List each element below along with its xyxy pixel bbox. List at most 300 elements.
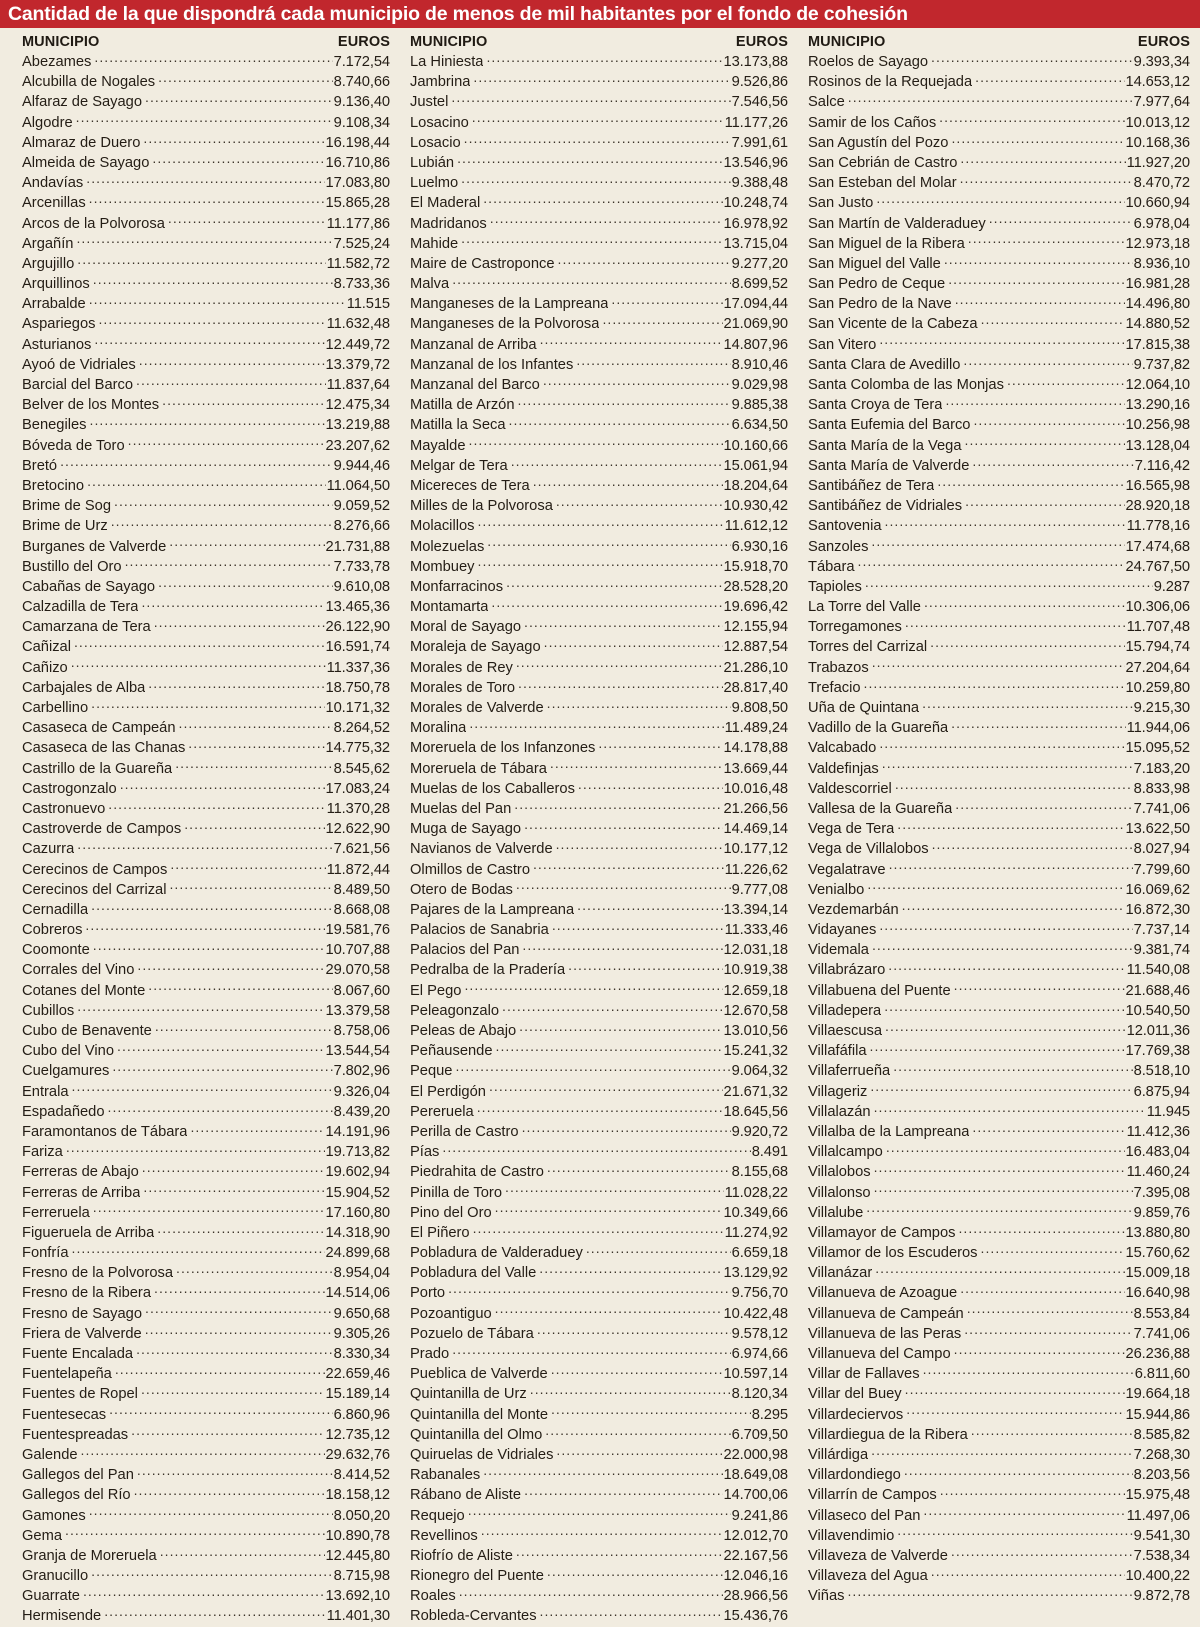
table-row: [808, 395, 1190, 415]
euros-value: 9.215,30: [1133, 700, 1190, 716]
municipality-name: Carbellino: [22, 700, 89, 716]
municipality-name: Moreruela de Tábara: [410, 760, 547, 777]
euros-value: 12.449,72: [325, 336, 390, 353]
dot-leader: [77, 839, 332, 853]
euros-value: 11.837,64: [326, 377, 390, 393]
table-row: [808, 1566, 1190, 1586]
table-row: [808, 314, 1190, 334]
municipality-name: Fuentes de Ropel: [22, 1386, 138, 1403]
dot-leader: [924, 597, 1125, 611]
table-row: [410, 1506, 788, 1526]
municipality-name: Otero de Bodas: [410, 881, 513, 898]
dot-leader: [875, 1263, 1124, 1277]
euros-value: 11.064,50: [326, 477, 390, 494]
euros-value: 12.031,18: [723, 942, 788, 959]
municipality-name: Vidayanes: [808, 922, 877, 939]
table-row: [22, 1223, 390, 1243]
municipality-name: Ferreras de Arriba: [22, 1184, 141, 1201]
euros-value: 15.061,94: [723, 457, 788, 474]
municipality-name: Aspariegos: [22, 316, 96, 333]
table-row: [808, 637, 1190, 657]
municipality-name: Villaveza del Agua: [808, 1568, 928, 1585]
table-row: [22, 799, 390, 819]
municipality-name: Hermisende: [22, 1608, 102, 1625]
dot-leader: [540, 335, 723, 349]
euros-value: 9.108,34: [333, 114, 390, 131]
table-row: [22, 920, 390, 940]
dot-leader: [558, 254, 731, 268]
dot-leader: [944, 254, 1133, 268]
table-row: [22, 1566, 390, 1586]
municipality-name: Vallesa de la Guareña: [808, 800, 953, 817]
municipality-name: Pedralba de la Pradería: [410, 962, 566, 979]
dot-leader: [108, 799, 325, 813]
dot-leader: [139, 355, 325, 369]
dot-leader: [922, 698, 1133, 712]
table-row: [410, 617, 788, 637]
table-row: [22, 234, 390, 254]
municipality-name: San Pedro de Ceque: [808, 276, 946, 293]
table-row: [22, 516, 390, 536]
euros-value: 8.276,66: [333, 518, 390, 535]
table-row: [808, 1001, 1190, 1021]
dot-leader: [483, 193, 722, 207]
municipality-name: La Hiniesta: [410, 54, 484, 70]
euros-value: 8.954,04: [333, 1265, 390, 1282]
dot-leader: [893, 1061, 1132, 1075]
dot-leader: [960, 173, 1133, 187]
table-row: [22, 940, 390, 960]
euros-value: 9.541,30: [1133, 1527, 1190, 1544]
municipality-name: Manzanal de los Infantes: [410, 356, 574, 373]
euros-value: 14.514,06: [325, 1285, 390, 1302]
euros-value: 13.379,58: [325, 1002, 390, 1019]
municipality-name: Cañizo: [22, 659, 68, 676]
table-row: [410, 1485, 788, 1505]
municipality-name: Torregamones: [808, 619, 902, 636]
euros-value: 11.632,48: [326, 316, 390, 333]
dot-leader: [533, 860, 724, 874]
municipality-name: Argañín: [22, 235, 74, 252]
table-row: [808, 1425, 1190, 1445]
table-row: [22, 1041, 390, 1061]
euros-value: 19.581,76: [325, 922, 390, 939]
municipality-name: Manganeses de la Lampreana: [410, 296, 609, 313]
municipality-name: Rábano de Aliste: [410, 1487, 522, 1504]
table-row: [808, 1082, 1190, 1102]
municipality-name: Arrabalde: [22, 296, 86, 313]
dot-leader: [967, 1304, 1133, 1318]
euros-value: 23.207,62: [325, 437, 390, 454]
euros-value: 21.671,32: [723, 1083, 788, 1100]
euros-value: 15.436,76: [723, 1608, 788, 1625]
dot-leader: [154, 617, 325, 631]
table-row: [808, 436, 1190, 456]
euros-value: 9.920,72: [731, 1123, 788, 1140]
euros-value: 21.731,88: [325, 538, 390, 555]
dot-leader: [905, 1384, 1125, 1398]
table-row: [410, 658, 788, 678]
municipality-name: Villalba de la Lampreana: [808, 1123, 970, 1140]
dot-leader: [93, 1203, 325, 1217]
dot-leader: [931, 52, 1133, 66]
dot-leader: [109, 1405, 333, 1419]
euros-value: 16.981,28: [1125, 276, 1190, 293]
euros-value: 14.775,32: [325, 740, 390, 757]
euros-value: 15.918,70: [723, 558, 788, 575]
municipality-name: Maire de Castroponce: [410, 255, 555, 272]
euros-value: 7.538,34: [1133, 1547, 1190, 1564]
table-row: [22, 214, 390, 234]
municipality-name: Villanueva de Azoague: [808, 1285, 958, 1302]
dot-leader: [478, 557, 723, 571]
table-row: [808, 1041, 1190, 1061]
municipality-name: Micereces de Tera: [410, 477, 530, 494]
municipality-name: Castrogonzalo: [22, 780, 117, 797]
euros-value: 11.497,06: [1126, 1507, 1190, 1524]
municipality-name: Mombuey: [410, 558, 475, 575]
table-row: [22, 173, 390, 193]
table-row: [410, 1566, 788, 1586]
dot-leader: [496, 1041, 723, 1055]
municipality-name: Morales de Toro: [410, 679, 516, 696]
municipality-name: Muga de Sayago: [410, 821, 522, 838]
dot-leader: [506, 577, 722, 591]
municipality-name: Pobladura del Valle: [410, 1265, 537, 1282]
municipality-name: Casaseca de Campeán: [22, 720, 176, 737]
dot-leader: [965, 496, 1124, 510]
table-row: [22, 395, 390, 415]
municipality-name: Valcabado: [808, 740, 877, 757]
dot-leader: [89, 1506, 333, 1520]
table-row: [410, 436, 788, 456]
table-row: [410, 516, 788, 536]
dot-leader: [452, 274, 730, 288]
dot-leader: [544, 637, 723, 651]
euros-value: 8.330,34: [333, 1346, 390, 1362]
dot-leader: [502, 1001, 723, 1015]
table-row: [22, 1364, 390, 1384]
euros-value: 8.470,72: [1133, 175, 1190, 192]
dot-leader: [1007, 375, 1125, 389]
table-row: [22, 738, 390, 758]
dot-leader: [94, 52, 332, 66]
municipality-name: Casaseca de las Chanas: [22, 740, 186, 757]
dot-leader: [960, 1283, 1124, 1297]
municipality-name: Villalonso: [808, 1184, 871, 1201]
table-row: [808, 335, 1190, 355]
table-row: [808, 1445, 1190, 1465]
dot-leader: [981, 1243, 1125, 1257]
dot-leader: [870, 1082, 1132, 1096]
table-row: [410, 1021, 788, 1041]
table-row: [808, 678, 1190, 698]
municipality-name: Peleagonzalo: [410, 1002, 500, 1019]
euros-value: 8.715,98: [333, 1568, 390, 1585]
dot-leader: [902, 900, 1125, 914]
municipality-name: Villabuena del Puente: [808, 982, 951, 999]
euros-value: 12.011,36: [1126, 1023, 1190, 1039]
column-header: [410, 34, 788, 52]
table-row: [410, 1223, 788, 1243]
euros-value: 9.944,46: [333, 457, 390, 474]
table-row: [22, 839, 390, 859]
municipality-name: Calzadilla de Tera: [22, 599, 139, 616]
euros-value: 22.167,56: [723, 1547, 788, 1564]
municipality-name: Samir de los Caños: [808, 114, 937, 131]
dot-leader: [888, 960, 1125, 974]
table-row: [410, 738, 788, 758]
euros-value: 15.794,74: [1125, 639, 1190, 656]
table-row: [22, 860, 390, 880]
table-row: [410, 557, 788, 577]
municipality-name: Santa Croya de Tera: [808, 397, 943, 414]
table-row: [22, 355, 390, 375]
euros-value: 8.740,66: [333, 74, 390, 91]
euros-value: 7.116,42: [1134, 457, 1190, 474]
municipality-name: San Vicente de la Cabeza: [808, 316, 978, 333]
dot-leader: [518, 678, 723, 692]
euros-value: 6.974,66: [731, 1346, 788, 1362]
municipality-name: Fuentesecas: [22, 1406, 107, 1423]
dot-leader: [459, 1586, 723, 1600]
municipality-name: Moreruela de los Infanzones: [410, 740, 596, 757]
table-row: [22, 113, 390, 133]
municipality-name: Cuelgamures: [22, 1063, 110, 1080]
table-row: [808, 1546, 1190, 1566]
euros-value: 11.582,72: [326, 255, 390, 272]
municipality-name: Gamones: [22, 1507, 86, 1524]
dot-leader: [556, 839, 723, 853]
table-row: [808, 72, 1190, 92]
municipality-name: Santibáñez de Tera: [808, 477, 935, 494]
dot-leader: [469, 436, 723, 450]
euros-value: 8.518,10: [1133, 1063, 1190, 1080]
euros-value: 8.264,52: [333, 720, 390, 737]
euros-value: 8.668,08: [333, 901, 390, 918]
euros-value: 13.622,50: [1125, 821, 1190, 838]
euros-value: 13.692,10: [325, 1588, 390, 1605]
dot-leader: [932, 839, 1133, 853]
municipality-name: Friera de Valverde: [22, 1325, 142, 1342]
municipality-name: Arcenillas: [22, 195, 86, 212]
municipality-name: San Vitero: [808, 336, 877, 353]
euros-value: 7.977,64: [1133, 94, 1190, 111]
dot-leader: [91, 900, 332, 914]
euros-value: 28.966,56: [723, 1588, 788, 1605]
dot-leader: [495, 1203, 723, 1217]
table-row: [808, 1344, 1190, 1364]
euros-value: 9.885,38: [731, 397, 788, 414]
municipality-name: Quintanilla del Olmo: [410, 1426, 543, 1443]
euros-value: 13.715,04: [723, 235, 788, 252]
table-row: [410, 395, 788, 415]
euros-value: 12.622,90: [325, 821, 390, 838]
municipality-name: Granja de Moreruela: [22, 1547, 157, 1564]
municipality-name: Fuentelapeña: [22, 1366, 112, 1383]
dot-leader: [455, 1061, 730, 1075]
euros-value: 21.688,46: [1125, 982, 1190, 999]
municipality-name: Valdefinjas: [808, 760, 879, 777]
dot-leader: [586, 1243, 731, 1257]
table-column: [800, 34, 1200, 1627]
dot-leader: [169, 537, 324, 551]
dot-leader: [951, 718, 1125, 732]
euros-value: 13.544,54: [325, 1043, 390, 1060]
dot-leader: [611, 294, 722, 308]
municipality-name: Cobreros: [22, 922, 83, 939]
municipality-name: Vadillo de la Guareña: [808, 720, 949, 737]
euros-value: 11.177,86: [326, 215, 390, 232]
municipality-name: Corrales del Vino: [22, 962, 135, 979]
municipality-name: Melgar de Tera: [410, 457, 508, 474]
table-row: [808, 516, 1190, 536]
table-row: [808, 1142, 1190, 1162]
euros-value: 6.860,96: [333, 1406, 390, 1423]
euros-value: 9.650,68: [333, 1305, 390, 1322]
euros-value: 14.178,88: [723, 740, 788, 757]
euros-value: 10.919,38: [723, 962, 788, 979]
municipality-name: Mayalde: [410, 437, 466, 454]
table-row: [410, 1142, 788, 1162]
euros-value: 13.394,14: [723, 901, 788, 918]
table-row: [410, 153, 788, 173]
table-row: [22, 335, 390, 355]
municipality-name: Ayoó de Vidriales: [22, 356, 136, 373]
column-header-euros: EUROS: [337, 34, 390, 50]
municipality-name: Santa Eufemia del Barco: [808, 417, 971, 434]
dot-leader: [885, 516, 1126, 530]
euros-value: 9.381,74: [1133, 942, 1190, 959]
dot-leader: [505, 1183, 724, 1197]
municipality-name: Villageriz: [808, 1083, 868, 1100]
table-column: [0, 34, 400, 1627]
dot-leader: [577, 900, 722, 914]
municipality-name: Porto: [410, 1285, 446, 1302]
municipality-name: Figueruela de Arriba: [22, 1224, 155, 1241]
municipality-name: Barcial del Barco: [22, 377, 134, 393]
table-row: [808, 1061, 1190, 1081]
table-column: [400, 34, 800, 1627]
table-row: [808, 234, 1190, 254]
euros-value: 14.318,90: [325, 1224, 390, 1241]
dot-leader: [871, 537, 1124, 551]
dot-leader: [895, 779, 1133, 793]
dot-leader: [83, 1586, 325, 1600]
municipality-name: Milles de la Polvorosa: [410, 498, 553, 515]
euros-value: 26.122,90: [325, 619, 390, 636]
table-row: [808, 1102, 1190, 1122]
table-row: [22, 557, 390, 577]
dot-leader: [923, 1364, 1134, 1378]
table-row: [22, 1506, 390, 1526]
municipality-name: Venialbo: [808, 881, 865, 898]
euros-value: 24.899,68: [325, 1245, 390, 1262]
municipality-name: Villadepera: [808, 1002, 882, 1019]
municipality-name: Cubo de Benavente: [22, 1023, 152, 1039]
municipality-name: Arcos de la Polvorosa: [22, 215, 165, 232]
dot-leader: [136, 375, 326, 389]
municipality-name: Gallegos del Pan: [22, 1467, 134, 1484]
dot-leader: [874, 1162, 1126, 1176]
table-row: [808, 658, 1190, 678]
euros-value: 21.266,56: [723, 800, 788, 817]
table-row: [410, 1526, 788, 1546]
table-row: [22, 1142, 390, 1162]
dot-leader: [448, 1283, 731, 1297]
dot-leader: [897, 1526, 1132, 1540]
municipality-name: Villardondiego: [808, 1467, 901, 1484]
table-row: [808, 355, 1190, 375]
municipality-name: Villamor de los Escuderos: [808, 1245, 978, 1262]
table-row: [410, 718, 788, 738]
euros-value: 7.741,06: [1133, 800, 1190, 817]
table-row: [410, 779, 788, 799]
euros-value: 6.709,50: [731, 1426, 788, 1443]
dot-leader: [886, 1142, 1125, 1156]
municipality-name: Carbajales de Alba: [22, 679, 146, 696]
dot-leader: [136, 1344, 333, 1358]
euros-value: 14.496,80: [1125, 296, 1190, 313]
table-row: [410, 335, 788, 355]
table-row: [410, 1283, 788, 1303]
table-row: [22, 779, 390, 799]
euros-value: 7.991,61: [731, 134, 788, 151]
table-row: [410, 476, 788, 496]
table-row: [410, 314, 788, 334]
table-row: [808, 1304, 1190, 1324]
table-row: [410, 456, 788, 476]
dot-leader: [519, 1021, 722, 1035]
euros-value: 6.978,04: [1133, 215, 1190, 232]
table-row: [808, 1324, 1190, 1344]
municipality-name: Villafáfila: [808, 1043, 867, 1060]
municipality-name: Tábara: [808, 558, 855, 575]
table-row: [808, 375, 1190, 395]
municipality-name: San Miguel de la Ribera: [808, 235, 965, 252]
dot-leader: [76, 113, 333, 127]
table-row: [808, 617, 1190, 637]
euros-value: 9.064,32: [731, 1063, 788, 1080]
municipality-name: Fuentespreadas: [22, 1426, 129, 1443]
dot-leader: [568, 960, 722, 974]
municipality-name: Guarrate: [22, 1588, 80, 1605]
euros-value: 11.412,36: [1126, 1123, 1190, 1140]
municipality-name: Quintanilla del Monte: [410, 1406, 548, 1423]
dot-leader: [524, 819, 722, 833]
municipality-name: Granucillo: [22, 1568, 89, 1585]
euros-value: 15.241,32: [723, 1043, 788, 1060]
municipality-name: Prado: [410, 1346, 450, 1362]
euros-value: 10.013,12: [1125, 114, 1190, 131]
euros-value: 11.612,12: [724, 518, 788, 535]
euros-value: 7.395,08: [1133, 1184, 1190, 1201]
table-row: [22, 1344, 390, 1364]
municipality-name: Gallegos del Río: [22, 1487, 131, 1504]
euros-value: 9.393,34: [1133, 54, 1190, 70]
dot-leader: [143, 1183, 324, 1197]
euros-value: 7.799,60: [1133, 861, 1190, 878]
municipality-name: Palacios de Sanabria: [410, 922, 549, 939]
table-row: [808, 1243, 1190, 1263]
euros-value: 17.094,44: [723, 296, 788, 313]
euros-value: 13.669,44: [723, 760, 788, 777]
municipality-name: Palacios del Pan: [410, 942, 520, 959]
euros-value: 14.807,96: [723, 336, 788, 353]
euros-value: 8.833,98: [1133, 780, 1190, 797]
dot-leader: [98, 314, 325, 328]
euros-value: 11.489,24: [724, 720, 788, 737]
